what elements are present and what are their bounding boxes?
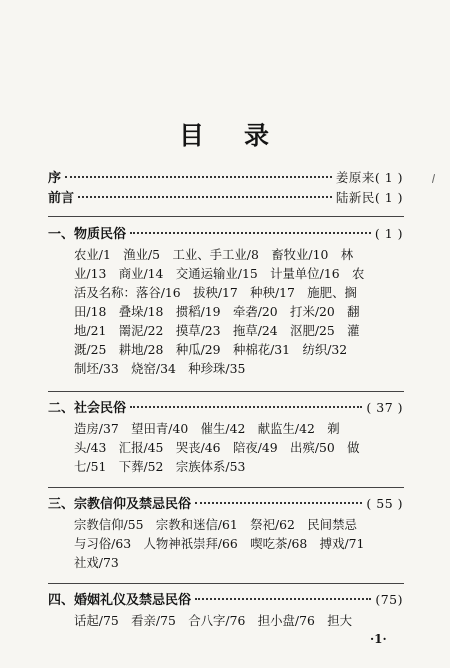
entry-line: 制坯/33 烧窑/34 种珍珠/35 [74,361,246,376]
section-entries-1 [74,245,404,378]
section-heading-1 [48,226,403,243]
section-divider [48,583,404,584]
entry-line: 溉/25 耕地/28 种瓜/29 种棉花/31 纺织/32 [74,342,348,357]
foreword-heading: 前言 [48,191,75,206]
section-entries-3 [74,515,404,572]
section-heading-3 [48,496,403,513]
section-page: ( 55 ) [366,496,403,511]
entry-line: 造房/37 望田青/40 催生/42 献监生/42 剃 [74,421,340,436]
preface-heading: 序 [48,171,62,186]
dot-leader [195,598,371,600]
dot-leader [65,176,332,178]
section-heading-4 [48,592,403,609]
page-title [0,116,450,152]
toc-entry-preface [48,170,403,187]
stray-mark [432,174,435,183]
section-title: 三、宗教信仰及禁忌民俗 [48,497,192,512]
section-divider [48,487,404,488]
foreword-author-page: 陆新民( 1 ) [335,190,403,205]
dot-leader [130,232,371,234]
section-page: ( 1 ) [374,226,403,241]
section-title: 四、婚姻礼仪及禁忌民俗 [48,593,192,608]
section-entries-4 [74,611,404,630]
entry-line: 宗教信仰/55 宗教和迷信/61 祭祀/62 民间禁忌 [74,517,357,532]
dot-leader [130,406,362,408]
entry-line: 农业/1 渔业/5 工业、手工业/8 畜牧业/10 林 [74,247,354,262]
entry-line: 与习俗/63 人物神祇崇拜/66 喫吃茶/68 搏戏/71 [74,536,365,551]
section-heading-2 [48,400,403,417]
section-page: (75) [375,592,403,607]
entry-line: 田/18 叠垛/18 掼稻/19 牵砻/20 打米/20 翻 [74,304,360,319]
entry-line: 活及名称：落谷/16 拔秧/17 种秧/17 施肥、搁 [74,285,357,300]
toc-entry-foreword [48,190,403,207]
title-char-1: 目 [178,121,206,150]
preface-author-page: 姜原来( 1 ) [335,170,403,185]
section-entries-2 [74,419,404,476]
section-title: 一、物质民俗 [48,227,127,242]
entry-line: 地/21 罱泥/22 摸草/23 拖草/24 沤肥/25 灌 [74,323,360,338]
title-char-2: 录 [244,121,272,150]
entry-line: 七/51 下葬/52 宗族体系/53 [74,459,246,474]
section-page: ( 37 ) [366,400,403,415]
section-divider [48,216,404,217]
section-divider [48,391,404,392]
dot-leader [195,502,362,504]
entry-line: 业/13 商业/14 交通运输业/15 计量单位/16 农 [74,266,365,281]
entry-line: 头/43 汇报/45 哭丧/46 陪夜/49 出殡/50 做 [74,440,360,455]
page-number: ·1· [370,632,387,646]
entry-line: 社戏/73 [74,555,119,570]
dot-leader [78,196,332,198]
section-title: 二、社会民俗 [48,401,127,416]
entry-line: 话起/75 看亲/75 合八字/76 担小盘/76 担大 [74,613,353,628]
